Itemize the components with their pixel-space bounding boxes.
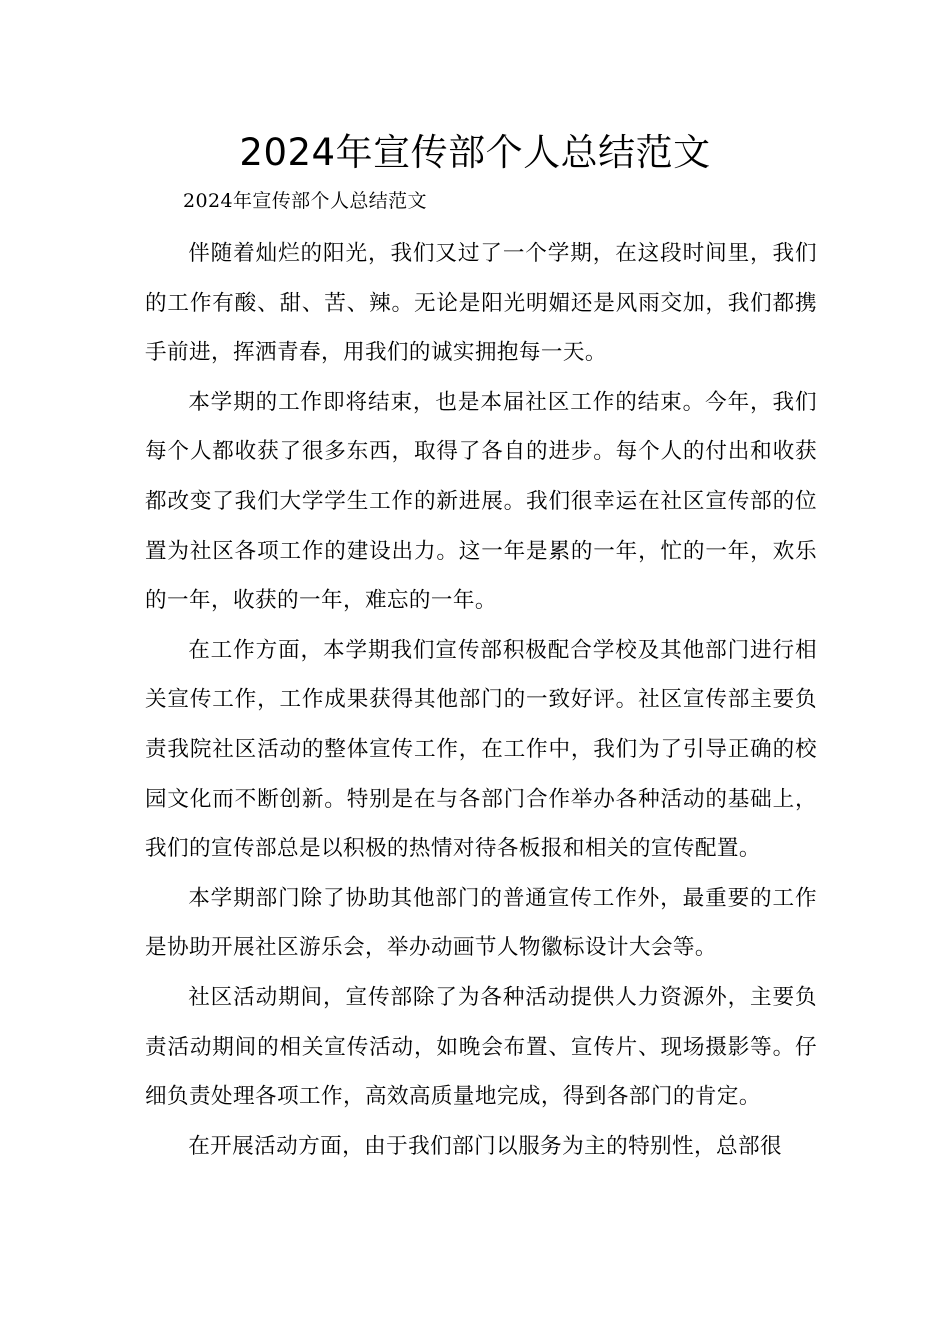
paragraph: 在工作方面，本学期我们宣传部积极配合学校及其他部门进行相关宣传工作，工作成果获得其他部门的一致好评。社区宣传部主要负责我院社区活动的整体宣传工作，在工作中，我们为了引导正确的校园文化而不断创新。特别是在与各部门合作举办各种活动的基础上，我们的宣传部总是以积极的热情对待各板报和相关的宣传配置。 <box>145 637 817 862</box>
document-subtitle: 2024年宣传部个人总结范文 <box>183 190 427 212</box>
document-body <box>145 181 817 1171</box>
paragraph: 伴随着灿烂的阳光，我们又过了一个学期，在这段时间里，我们的工作有酸、甜、苦、辣。无论是阳光明媚还是风雨交加，我们都携手前进，挥洒青春，用我们的诚实拥抱每一天。 <box>145 241 817 366</box>
paragraph: 社区活动期间，宣传部除了为各种活动提供人力资源外，主要负责活动期间的相关宣传活动，如晚会布置、宣传片、现场摄影等。仔细负责处理各项工作，高效高质量地完成，得到各部门的肯定。 <box>145 984 817 1110</box>
paragraph: 在开展活动方面，由于我们部门以服务为主的特别性，总部很 <box>188 1133 783 1159</box>
document-title: 2024年宣传部个人总结范文 <box>239 131 711 174</box>
paragraph: 本学期的工作即将结束，也是本届社区工作的结束。今年，我们每个人都收获了很多东西，取得了各自的进步。每个人的付出和收获都改变了我们大学学生工作的新进展。我们很幸运在社区宣传部的位置为社区各项工作的建设出力。这一年是累的一年，忙的一年，欢乐的一年，收获的一年，难忘的一年。 <box>145 389 817 614</box>
paragraph: 本学期部门除了协助其他部门的普通宣传工作外，最重要的工作是协助开展社区游乐会，举办动画节人物徽标设计大会等。 <box>145 885 817 961</box>
